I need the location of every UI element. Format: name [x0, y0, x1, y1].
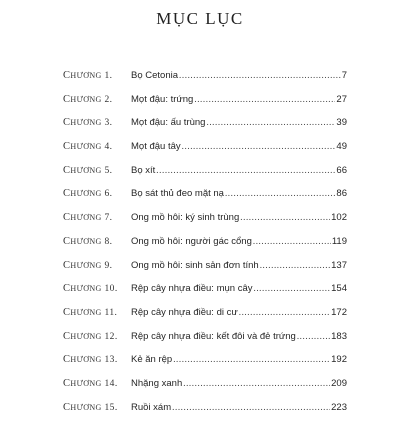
table-of-contents — [63, 70, 347, 425]
page-number: 66 — [336, 164, 347, 176]
chapter-prefix-initial: C — [63, 93, 71, 105]
chapter-prefix-rest: HƯƠNG — [70, 260, 102, 270]
chapter-title: Rệp cây nhựa điều: kết đôi và đẻ trứng — [131, 330, 296, 342]
chapter-label — [63, 70, 131, 81]
page-number: 154 — [331, 283, 347, 295]
entry-line — [131, 331, 347, 342]
chapter-label — [63, 402, 131, 413]
entry-line — [131, 378, 347, 389]
chapter-prefix-initial: C — [63, 164, 71, 176]
chapter-label — [63, 378, 131, 389]
chapter-number: 4. — [104, 142, 113, 153]
chapter-prefix-rest: HƯƠNG — [70, 189, 102, 199]
page-number: 172 — [331, 306, 347, 318]
toc-entry-10[interactable] — [63, 283, 347, 307]
toc-entry-15[interactable] — [63, 402, 347, 425]
chapter-prefix-initial: C — [63, 188, 71, 200]
chapter-number: 15. — [104, 402, 118, 413]
toc-entry-11[interactable] — [63, 307, 347, 331]
chapter-prefix-initial: C — [63, 117, 71, 129]
chapter-number: 12. — [104, 331, 118, 342]
entry-line — [131, 141, 347, 152]
chapter-title: Rệp cây nhựa điều: di cư — [131, 306, 238, 318]
chapter-prefix-rest: HƯƠNG — [70, 213, 102, 223]
chapter-prefix-initial: C — [63, 354, 71, 366]
chapter-prefix-initial: C — [63, 259, 71, 271]
chapter-number: 3. — [104, 118, 113, 129]
dot-leader — [156, 165, 335, 175]
chapter-number: 14. — [104, 378, 118, 389]
dot-leader — [253, 236, 331, 246]
chapter-number: 6. — [104, 189, 113, 200]
toc-entry-5[interactable] — [63, 165, 347, 189]
chapter-prefix-rest: HƯƠNG — [70, 331, 102, 341]
chapter-title: Bọ Cetonia — [131, 70, 179, 81]
entry-line — [131, 94, 347, 105]
chapter-label — [63, 307, 131, 318]
chapter-prefix-initial: C — [63, 306, 71, 318]
chapter-label — [63, 188, 131, 199]
page-number: 102 — [331, 212, 347, 224]
chapter-prefix-initial: C — [63, 377, 71, 389]
chapter-label — [63, 212, 131, 223]
chapter-prefix-initial: C — [63, 235, 71, 247]
chapter-number: 8. — [104, 236, 113, 247]
entry-line — [131, 117, 347, 128]
chapter-prefix-rest: HƯƠNG — [70, 94, 102, 104]
chapter-title: Mọt đậu: trứng — [131, 93, 194, 105]
dot-leader — [206, 117, 335, 127]
dot-leader — [260, 260, 330, 270]
chapter-title: Mọt đậu tây — [131, 141, 181, 153]
toc-entry-2[interactable] — [63, 94, 347, 118]
dot-leader — [179, 70, 341, 80]
chapter-prefix — [63, 142, 102, 152]
chapter-title: Ruồi xám — [131, 401, 172, 413]
chapter-prefix — [63, 308, 102, 318]
dot-leader — [225, 188, 335, 198]
dot-leader — [253, 283, 330, 293]
page-number: 183 — [331, 330, 347, 342]
chapter-prefix — [63, 118, 102, 128]
entry-line — [131, 402, 347, 413]
chapter-title: Mọt đậu: ấu trùng — [131, 117, 206, 129]
chapter-prefix — [63, 166, 102, 176]
dot-leader — [240, 212, 330, 222]
page-number: 27 — [336, 93, 347, 105]
entry-line — [131, 260, 347, 271]
dot-leader — [239, 307, 330, 317]
dot-leader — [183, 378, 330, 388]
entry-line — [131, 236, 347, 247]
toc-entry-14[interactable] — [63, 378, 347, 402]
chapter-prefix-rest: HƯƠNG — [70, 118, 102, 128]
chapter-label — [63, 117, 131, 128]
toc-entry-3[interactable] — [63, 117, 347, 141]
toc-entry-9[interactable] — [63, 260, 347, 284]
chapter-prefix — [63, 213, 102, 223]
chapter-prefix — [63, 379, 102, 389]
toc-entry-4[interactable] — [63, 141, 347, 165]
chapter-prefix-rest: HƯƠNG — [70, 402, 102, 412]
chapter-title: Bọ sát thủ đeo mặt nạ — [131, 188, 224, 200]
chapter-prefix — [63, 332, 102, 342]
entry-line — [131, 212, 347, 223]
page-number: 49 — [336, 141, 347, 153]
chapter-prefix — [63, 71, 102, 81]
chapter-prefix — [63, 261, 102, 271]
chapter-prefix — [63, 237, 102, 247]
chapter-title: Kẻ ăn rệp — [131, 354, 173, 366]
toc-entry-8[interactable] — [63, 236, 347, 260]
chapter-title: Ong mồ hôi: ký sinh trùng — [131, 212, 240, 224]
entry-line — [131, 165, 347, 176]
dot-leader — [182, 141, 336, 151]
chapter-label — [63, 94, 131, 105]
chapter-prefix-rest: HƯƠNG — [70, 355, 102, 365]
chapter-title: Bọ xít — [131, 164, 156, 176]
chapter-prefix-rest: HƯƠNG — [70, 165, 102, 175]
page-number: 137 — [331, 259, 347, 271]
entry-line — [131, 307, 347, 318]
chapter-prefix-rest: HƯƠNG — [70, 284, 102, 294]
dot-leader — [173, 354, 330, 364]
dot-leader — [297, 331, 330, 341]
chapter-number: 5. — [104, 165, 113, 176]
page-number: 119 — [331, 235, 347, 247]
chapter-label — [63, 165, 131, 176]
chapter-label — [63, 141, 131, 152]
chapter-title: Nhặng xanh — [131, 377, 183, 389]
chapter-prefix — [63, 403, 102, 413]
page-number: 192 — [331, 354, 347, 366]
chapter-prefix-rest: HƯƠNG — [70, 307, 102, 317]
chapter-number: 1. — [104, 71, 113, 81]
chapter-prefix — [63, 189, 102, 199]
toc-entry-12[interactable] — [63, 331, 347, 355]
chapter-prefix — [63, 355, 102, 365]
chapter-label — [63, 283, 131, 294]
chapter-number: 10. — [104, 284, 118, 295]
chapter-prefix-rest: HƯƠNG — [70, 71, 102, 80]
page-number: 39 — [336, 117, 347, 129]
page-number: 86 — [336, 188, 347, 200]
toc-entry-6[interactable] — [63, 188, 347, 212]
chapter-prefix-initial: C — [63, 141, 71, 153]
chapter-label — [63, 354, 131, 365]
chapter-prefix-initial: C — [63, 401, 71, 413]
chapter-prefix-initial: C — [63, 212, 71, 224]
chapter-prefix-rest: HƯƠNG — [70, 378, 102, 388]
chapter-number: 13. — [104, 355, 118, 366]
entry-line — [131, 283, 347, 294]
entry-line — [131, 70, 347, 81]
chapter-number: 9. — [104, 260, 113, 271]
chapter-prefix — [63, 95, 102, 105]
toc-entry-13[interactable] — [63, 354, 347, 378]
entry-line — [131, 354, 347, 365]
chapter-prefix-initial: C — [63, 283, 71, 295]
chapter-label — [63, 236, 131, 247]
chapter-title: Ong mồ hôi: sinh sản đơn tính — [131, 259, 259, 271]
chapter-label — [63, 331, 131, 342]
toc-entry-7[interactable] — [63, 212, 347, 236]
chapter-title: Rệp cây nhựa điều: mụn cây — [131, 283, 253, 295]
dot-leader — [194, 94, 335, 104]
page-number: 223 — [331, 401, 347, 413]
chapter-title: Ong mồ hôi: người gác cổng — [131, 235, 252, 247]
chapter-prefix — [63, 284, 102, 294]
chapter-label — [63, 260, 131, 271]
chapter-prefix-rest: HƯƠNG — [70, 142, 102, 152]
chapter-prefix-rest: HƯƠNG — [70, 236, 102, 246]
chapter-number: 11. — [104, 307, 118, 318]
chapter-prefix-initial: C — [63, 330, 71, 342]
entry-line — [131, 188, 347, 199]
chapter-number: 7. — [104, 213, 113, 224]
dot-leader — [172, 402, 330, 412]
page-title: MỤC LỤC — [156, 9, 244, 28]
page-number: 7 — [341, 70, 347, 81]
toc-entry-1[interactable] — [63, 70, 347, 94]
chapter-number: 2. — [104, 94, 113, 105]
page-number: 209 — [331, 377, 347, 389]
chapter-prefix-initial: C — [63, 70, 71, 81]
